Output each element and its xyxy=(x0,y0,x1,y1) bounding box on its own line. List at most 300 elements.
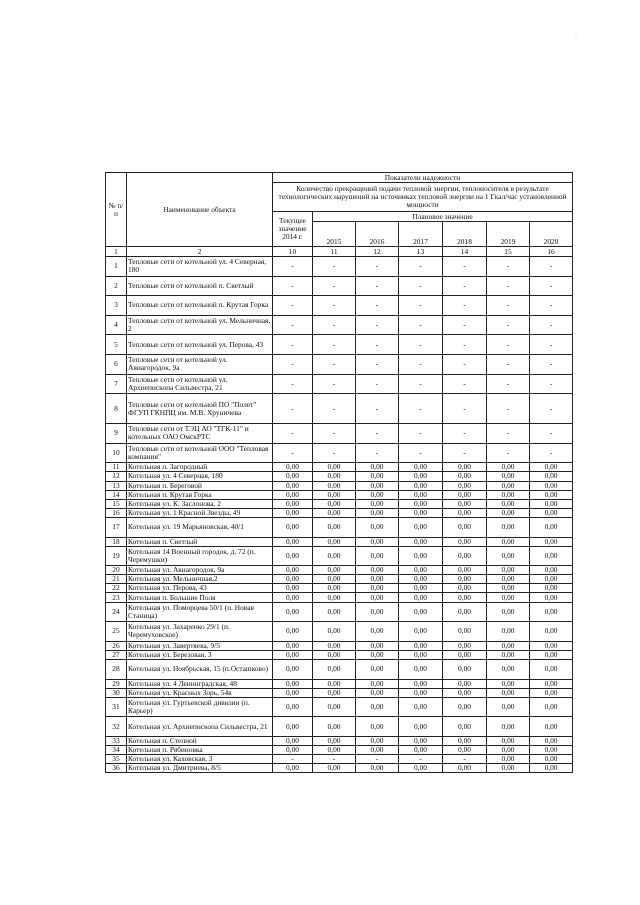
value-cell: - xyxy=(487,335,530,355)
value-cell: 0,00 xyxy=(399,602,443,622)
object-name: Котельная п. Светлый xyxy=(127,537,273,546)
value-cell: 0,00 xyxy=(487,746,530,755)
value-cell: 0,00 xyxy=(443,659,487,679)
value-cell: - xyxy=(487,443,530,463)
column-number: 16 xyxy=(530,247,573,257)
row-number: 30 xyxy=(106,688,127,697)
value-cell: - xyxy=(273,424,313,444)
value-cell: 0,00 xyxy=(356,584,399,593)
value-cell: 0,00 xyxy=(530,764,573,773)
value-cell: - xyxy=(399,394,443,424)
value-cell: 0,00 xyxy=(356,499,399,508)
value-cell: 0,00 xyxy=(487,546,530,566)
table-row xyxy=(106,697,573,717)
value-cell: 0,00 xyxy=(443,508,487,517)
value-cell: 0,00 xyxy=(399,499,443,508)
value-cell: 0,00 xyxy=(356,575,399,584)
table-row xyxy=(106,508,573,517)
header-planned: Плановое значение xyxy=(313,212,573,222)
header-year: 2016 xyxy=(356,222,399,247)
column-number: 14 xyxy=(443,247,487,257)
value-cell: 0,00 xyxy=(356,602,399,622)
value-cell: - xyxy=(530,335,573,355)
value-cell: 0,00 xyxy=(487,679,530,688)
value-cell: 0,00 xyxy=(487,764,530,773)
table-row xyxy=(106,650,573,659)
value-cell: 0,00 xyxy=(399,508,443,517)
value-cell: 0,00 xyxy=(530,717,573,737)
value-cell: - xyxy=(356,394,399,424)
value-cell: 0,00 xyxy=(356,622,399,642)
value-cell: 0,00 xyxy=(399,688,443,697)
value-cell: 0,00 xyxy=(313,537,356,546)
row-number: 11 xyxy=(106,463,127,472)
header-year: 2018 xyxy=(443,222,487,247)
value-cell: 0,00 xyxy=(487,463,530,472)
table-row xyxy=(106,257,573,277)
value-cell: 0,00 xyxy=(273,697,313,717)
value-cell: 0,00 xyxy=(399,697,443,717)
value-cell: 0,00 xyxy=(487,717,530,737)
table-row xyxy=(106,736,573,745)
column-number: 10 xyxy=(273,247,313,257)
value-cell: - xyxy=(443,755,487,764)
value-cell: 0,00 xyxy=(273,764,313,773)
value-cell: - xyxy=(530,296,573,316)
value-cell: 0,00 xyxy=(313,679,356,688)
object-name: Котельная ул. 4 Ленинградская, 48 xyxy=(127,679,273,688)
value-cell: 0,00 xyxy=(487,593,530,602)
value-cell: - xyxy=(443,335,487,355)
value-cell: - xyxy=(399,335,443,355)
object-name: Котельная ул. 4 Северная, 180 xyxy=(127,472,273,481)
value-cell: - xyxy=(443,315,487,335)
value-cell: 0,00 xyxy=(313,546,356,566)
value-cell: 0,00 xyxy=(530,517,573,537)
value-cell: 0,00 xyxy=(356,688,399,697)
value-cell: - xyxy=(487,394,530,424)
value-cell: 0,00 xyxy=(399,472,443,481)
page-mark: - xyxy=(575,35,577,41)
value-cell: 0,00 xyxy=(313,659,356,679)
object-name: Котельная ул. Поморцева 50/1 (п. Новая Станица) xyxy=(127,602,273,622)
row-number: 19 xyxy=(106,546,127,566)
row-number: 7 xyxy=(106,374,127,394)
value-cell: - xyxy=(313,315,356,335)
value-cell: 0,00 xyxy=(273,566,313,575)
table-row xyxy=(106,296,573,316)
object-name: Котельная ул. Красных Зорь, 54в xyxy=(127,688,273,697)
header-group: Показатели надежности xyxy=(273,173,573,183)
value-cell: - xyxy=(399,424,443,444)
header-year: 2015 xyxy=(313,222,356,247)
value-cell: - xyxy=(273,315,313,335)
value-cell: - xyxy=(530,276,573,296)
value-cell: - xyxy=(443,374,487,394)
row-number: 12 xyxy=(106,472,127,481)
table-row xyxy=(106,276,573,296)
row-number: 29 xyxy=(106,679,127,688)
row-number: 8 xyxy=(106,394,127,424)
value-cell: 0,00 xyxy=(530,746,573,755)
value-cell: 0,00 xyxy=(530,508,573,517)
value-cell: 0,00 xyxy=(443,602,487,622)
value-cell: 0,00 xyxy=(530,584,573,593)
object-name: Тепловые сети от ТЭЦ АО "ТГК-11" и котельных ОАО ОмскРТС xyxy=(127,424,273,444)
object-name: Котельная п. Степной xyxy=(127,736,273,745)
value-cell: 0,00 xyxy=(399,641,443,650)
value-cell: 0,00 xyxy=(399,650,443,659)
value-cell: - xyxy=(356,315,399,335)
value-cell: 0,00 xyxy=(356,490,399,499)
value-cell: 0,00 xyxy=(530,499,573,508)
value-cell: - xyxy=(530,315,573,335)
value-cell: 0,00 xyxy=(530,659,573,679)
table-row xyxy=(106,641,573,650)
row-number: 4 xyxy=(106,315,127,335)
value-cell: 0,00 xyxy=(399,593,443,602)
value-cell: - xyxy=(530,257,573,277)
value-cell: - xyxy=(356,424,399,444)
value-cell: 0,00 xyxy=(273,499,313,508)
value-cell: 0,00 xyxy=(530,650,573,659)
value-cell: 0,00 xyxy=(356,508,399,517)
value-cell: - xyxy=(313,257,356,277)
value-cell: 0,00 xyxy=(356,697,399,717)
value-cell: 0,00 xyxy=(443,641,487,650)
value-cell: 0,00 xyxy=(487,602,530,622)
object-name: Котельная ул. 1 Красной Звезды, 49 xyxy=(127,508,273,517)
value-cell: - xyxy=(313,354,356,374)
value-cell: 0,00 xyxy=(356,736,399,745)
value-cell: - xyxy=(273,755,313,764)
value-cell: 0,00 xyxy=(356,537,399,546)
value-cell: - xyxy=(399,296,443,316)
value-cell: 0,00 xyxy=(530,537,573,546)
value-cell: 0,00 xyxy=(443,622,487,642)
object-name: Котельная п. Рябиновка xyxy=(127,746,273,755)
header-name: Наименование объекта xyxy=(127,173,273,247)
object-name: Котельная 14 Военный городок, д. 72 (п. Черемушки) xyxy=(127,546,273,566)
value-cell: 0,00 xyxy=(313,736,356,745)
value-cell: - xyxy=(313,755,356,764)
value-cell: 0,00 xyxy=(530,602,573,622)
object-name: Котельная ул. Мельничная,2 xyxy=(127,575,273,584)
header-current: Текущее значение 2014 г. xyxy=(273,212,313,247)
column-number: 15 xyxy=(487,247,530,257)
value-cell: 0,00 xyxy=(443,499,487,508)
value-cell: 0,00 xyxy=(443,593,487,602)
object-name: Тепловые сети от котельной п. Крутая Горка xyxy=(127,296,273,316)
table-row xyxy=(106,517,573,537)
value-cell: 0,00 xyxy=(356,472,399,481)
header-year: 2017 xyxy=(399,222,443,247)
value-cell: 0,00 xyxy=(273,746,313,755)
value-cell: 0,00 xyxy=(530,688,573,697)
value-cell: 0,00 xyxy=(399,481,443,490)
value-cell: - xyxy=(399,257,443,277)
object-name: Котельная ул. Перова, 43 xyxy=(127,584,273,593)
value-cell: 0,00 xyxy=(356,746,399,755)
row-number: 22 xyxy=(106,584,127,593)
value-cell: 0,00 xyxy=(530,736,573,745)
column-number: 2 xyxy=(127,247,273,257)
value-cell: 0,00 xyxy=(487,517,530,537)
value-cell: 0,00 xyxy=(530,755,573,764)
object-name: Тепловые сети от котельной ул. 4 Северная, 180 xyxy=(127,257,273,277)
object-name: Котельная ул. К. Заслонова, 2 xyxy=(127,499,273,508)
object-name: Котельная ул. Архиепископа Сильвестра, 21 xyxy=(127,717,273,737)
value-cell: 0,00 xyxy=(530,463,573,472)
value-cell: - xyxy=(399,443,443,463)
object-name: Тепловые сети от котельной п. Светлый xyxy=(127,276,273,296)
row-number: 23 xyxy=(106,593,127,602)
value-cell: 0,00 xyxy=(530,546,573,566)
value-cell: 0,00 xyxy=(487,622,530,642)
value-cell: 0,00 xyxy=(530,641,573,650)
value-cell: - xyxy=(487,296,530,316)
value-cell: - xyxy=(273,374,313,394)
object-name: Котельная ул. Завертяева, 9/5 xyxy=(127,641,273,650)
value-cell: 0,00 xyxy=(487,641,530,650)
row-number: 31 xyxy=(106,697,127,717)
value-cell: 0,00 xyxy=(399,584,443,593)
object-name: Котельная п. Береговой xyxy=(127,481,273,490)
value-cell: 0,00 xyxy=(399,764,443,773)
value-cell: 0,00 xyxy=(443,537,487,546)
row-number: 1 xyxy=(106,257,127,277)
value-cell: 0,00 xyxy=(399,566,443,575)
value-cell: 0,00 xyxy=(273,602,313,622)
value-cell: 0,00 xyxy=(487,755,530,764)
object-name: Котельная п. Большие Поля xyxy=(127,593,273,602)
row-number: 6 xyxy=(106,354,127,374)
value-cell: - xyxy=(313,394,356,424)
row-number: 10 xyxy=(106,443,127,463)
value-cell: 0,00 xyxy=(356,659,399,679)
value-cell: 0,00 xyxy=(443,517,487,537)
value-cell: 0,00 xyxy=(313,602,356,622)
value-cell: 0,00 xyxy=(313,472,356,481)
header-num: № п/п xyxy=(106,173,127,247)
table-row xyxy=(106,575,573,584)
value-cell: 0,00 xyxy=(313,517,356,537)
object-name: Котельная ул. Березовая, 3 xyxy=(127,650,273,659)
value-cell: 0,00 xyxy=(399,736,443,745)
value-cell: - xyxy=(356,257,399,277)
value-cell: - xyxy=(356,296,399,316)
value-cell: - xyxy=(356,443,399,463)
table-row xyxy=(106,490,573,499)
value-cell: 0,00 xyxy=(356,650,399,659)
header-year: 2020 xyxy=(530,222,573,247)
value-cell: 0,00 xyxy=(399,575,443,584)
value-cell: - xyxy=(443,354,487,374)
value-cell: 0,00 xyxy=(273,659,313,679)
value-cell: 0,00 xyxy=(399,622,443,642)
header-indicator: Количество прекращений подачи тепловой энергии, теплоносителя в результате технологических нарушений на источниках тепловой энергии на 1 Гкал/час установленной мощности xyxy=(273,183,573,212)
row-number: 3 xyxy=(106,296,127,316)
value-cell: - xyxy=(443,296,487,316)
value-cell: 0,00 xyxy=(487,584,530,593)
value-cell: 0,00 xyxy=(443,736,487,745)
row-number: 18 xyxy=(106,537,127,546)
value-cell: 0,00 xyxy=(530,490,573,499)
value-cell: 0,00 xyxy=(399,537,443,546)
row-number: 34 xyxy=(106,746,127,755)
value-cell: 0,00 xyxy=(487,697,530,717)
table-row xyxy=(106,354,573,374)
value-cell: 0,00 xyxy=(313,593,356,602)
value-cell: - xyxy=(487,315,530,335)
value-cell: 0,00 xyxy=(487,575,530,584)
object-name: Котельная ул. Ноябрьская, 15 (п.Осташково) xyxy=(127,659,273,679)
table-row xyxy=(106,463,573,472)
value-cell: 0,00 xyxy=(313,584,356,593)
object-name: Котельная ул. Каховская, 3 xyxy=(127,755,273,764)
value-cell: 0,00 xyxy=(313,717,356,737)
value-cell: 0,00 xyxy=(399,463,443,472)
table-row xyxy=(106,481,573,490)
value-cell: - xyxy=(356,276,399,296)
value-cell: 0,00 xyxy=(399,659,443,679)
value-cell: 0,00 xyxy=(356,764,399,773)
value-cell: 0,00 xyxy=(313,650,356,659)
value-cell: 0,00 xyxy=(530,566,573,575)
value-cell: 0,00 xyxy=(443,575,487,584)
value-cell: 0,00 xyxy=(443,746,487,755)
row-number: 35 xyxy=(106,755,127,764)
row-number: 33 xyxy=(106,736,127,745)
row-number: 32 xyxy=(106,717,127,737)
value-cell: 0,00 xyxy=(273,641,313,650)
value-cell: 0,00 xyxy=(443,481,487,490)
object-name: Тепловые сети от котельной ул. Архиепископа Сильвестра, 21 xyxy=(127,374,273,394)
value-cell: 0,00 xyxy=(273,593,313,602)
value-cell: 0,00 xyxy=(356,566,399,575)
value-cell: 0,00 xyxy=(273,679,313,688)
value-cell: - xyxy=(530,424,573,444)
table-row xyxy=(106,764,573,773)
value-cell: 0,00 xyxy=(399,746,443,755)
value-cell: 0,00 xyxy=(313,566,356,575)
row-number: 26 xyxy=(106,641,127,650)
value-cell: 0,00 xyxy=(356,679,399,688)
object-name: Котельная ул. 19 Марьяновская, 40/1 xyxy=(127,517,273,537)
value-cell: 0,00 xyxy=(530,575,573,584)
value-cell: 0,00 xyxy=(443,463,487,472)
table-row xyxy=(106,472,573,481)
row-number: 21 xyxy=(106,575,127,584)
object-name: Котельная ул. Гуртьевской дивизии (п. Карьер) xyxy=(127,697,273,717)
object-name: Котельная ул. Дмитриева, 8/5 xyxy=(127,764,273,773)
value-cell: - xyxy=(443,424,487,444)
value-cell: 0,00 xyxy=(443,697,487,717)
value-cell: 0,00 xyxy=(313,688,356,697)
value-cell: 0,00 xyxy=(487,659,530,679)
value-cell: - xyxy=(487,276,530,296)
table-row xyxy=(106,688,573,697)
value-cell: 0,00 xyxy=(487,481,530,490)
value-cell: - xyxy=(487,257,530,277)
value-cell: 0,00 xyxy=(356,593,399,602)
value-cell: 0,00 xyxy=(443,764,487,773)
value-cell: - xyxy=(399,315,443,335)
row-number: 16 xyxy=(106,508,127,517)
value-cell: 0,00 xyxy=(313,622,356,642)
row-number: 17 xyxy=(106,517,127,537)
value-cell: 0,00 xyxy=(313,697,356,717)
value-cell: 0,00 xyxy=(313,481,356,490)
value-cell: 0,00 xyxy=(443,650,487,659)
object-name: Тепловые сети от котельной ул. Перова, 43 xyxy=(127,335,273,355)
value-cell: 0,00 xyxy=(273,472,313,481)
value-cell: - xyxy=(273,296,313,316)
table-row xyxy=(106,755,573,764)
table-row xyxy=(106,394,573,424)
value-cell: 0,00 xyxy=(356,463,399,472)
table-row xyxy=(106,546,573,566)
table-row xyxy=(106,566,573,575)
table-row xyxy=(106,584,573,593)
value-cell: 0,00 xyxy=(313,641,356,650)
value-cell: 0,00 xyxy=(399,679,443,688)
value-cell: - xyxy=(399,374,443,394)
value-cell: - xyxy=(273,335,313,355)
object-name: Котельная п. Крутая Горка xyxy=(127,490,273,499)
value-cell: 0,00 xyxy=(487,650,530,659)
value-cell: 0,00 xyxy=(273,688,313,697)
value-cell: 0,00 xyxy=(356,717,399,737)
table-row xyxy=(106,374,573,394)
column-number: 11 xyxy=(313,247,356,257)
value-cell: 0,00 xyxy=(273,584,313,593)
value-cell: 0,00 xyxy=(487,508,530,517)
value-cell: 0,00 xyxy=(273,622,313,642)
value-cell: - xyxy=(356,335,399,355)
value-cell: - xyxy=(273,443,313,463)
value-cell: - xyxy=(313,374,356,394)
value-cell: - xyxy=(487,424,530,444)
value-cell: 0,00 xyxy=(273,650,313,659)
object-name: Котельная п. Загородный xyxy=(127,463,273,472)
value-cell: 0,00 xyxy=(313,575,356,584)
table-row xyxy=(106,424,573,444)
table-row xyxy=(106,537,573,546)
value-cell: - xyxy=(356,755,399,764)
value-cell: - xyxy=(273,257,313,277)
value-cell: - xyxy=(530,374,573,394)
value-cell: 0,00 xyxy=(313,746,356,755)
value-cell: 0,00 xyxy=(443,679,487,688)
column-number: 1 xyxy=(106,247,127,257)
value-cell: 0,00 xyxy=(399,717,443,737)
table-row xyxy=(106,593,573,602)
value-cell: 0,00 xyxy=(487,537,530,546)
table-row xyxy=(106,443,573,463)
value-cell: 0,00 xyxy=(399,517,443,537)
value-cell: - xyxy=(313,335,356,355)
row-number: 14 xyxy=(106,490,127,499)
value-cell: - xyxy=(443,276,487,296)
value-cell: - xyxy=(443,443,487,463)
value-cell: 0,00 xyxy=(530,697,573,717)
value-cell: 0,00 xyxy=(530,679,573,688)
row-number: 36 xyxy=(106,764,127,773)
value-cell: 0,00 xyxy=(487,472,530,481)
value-cell: - xyxy=(356,354,399,374)
value-cell: 0,00 xyxy=(487,566,530,575)
